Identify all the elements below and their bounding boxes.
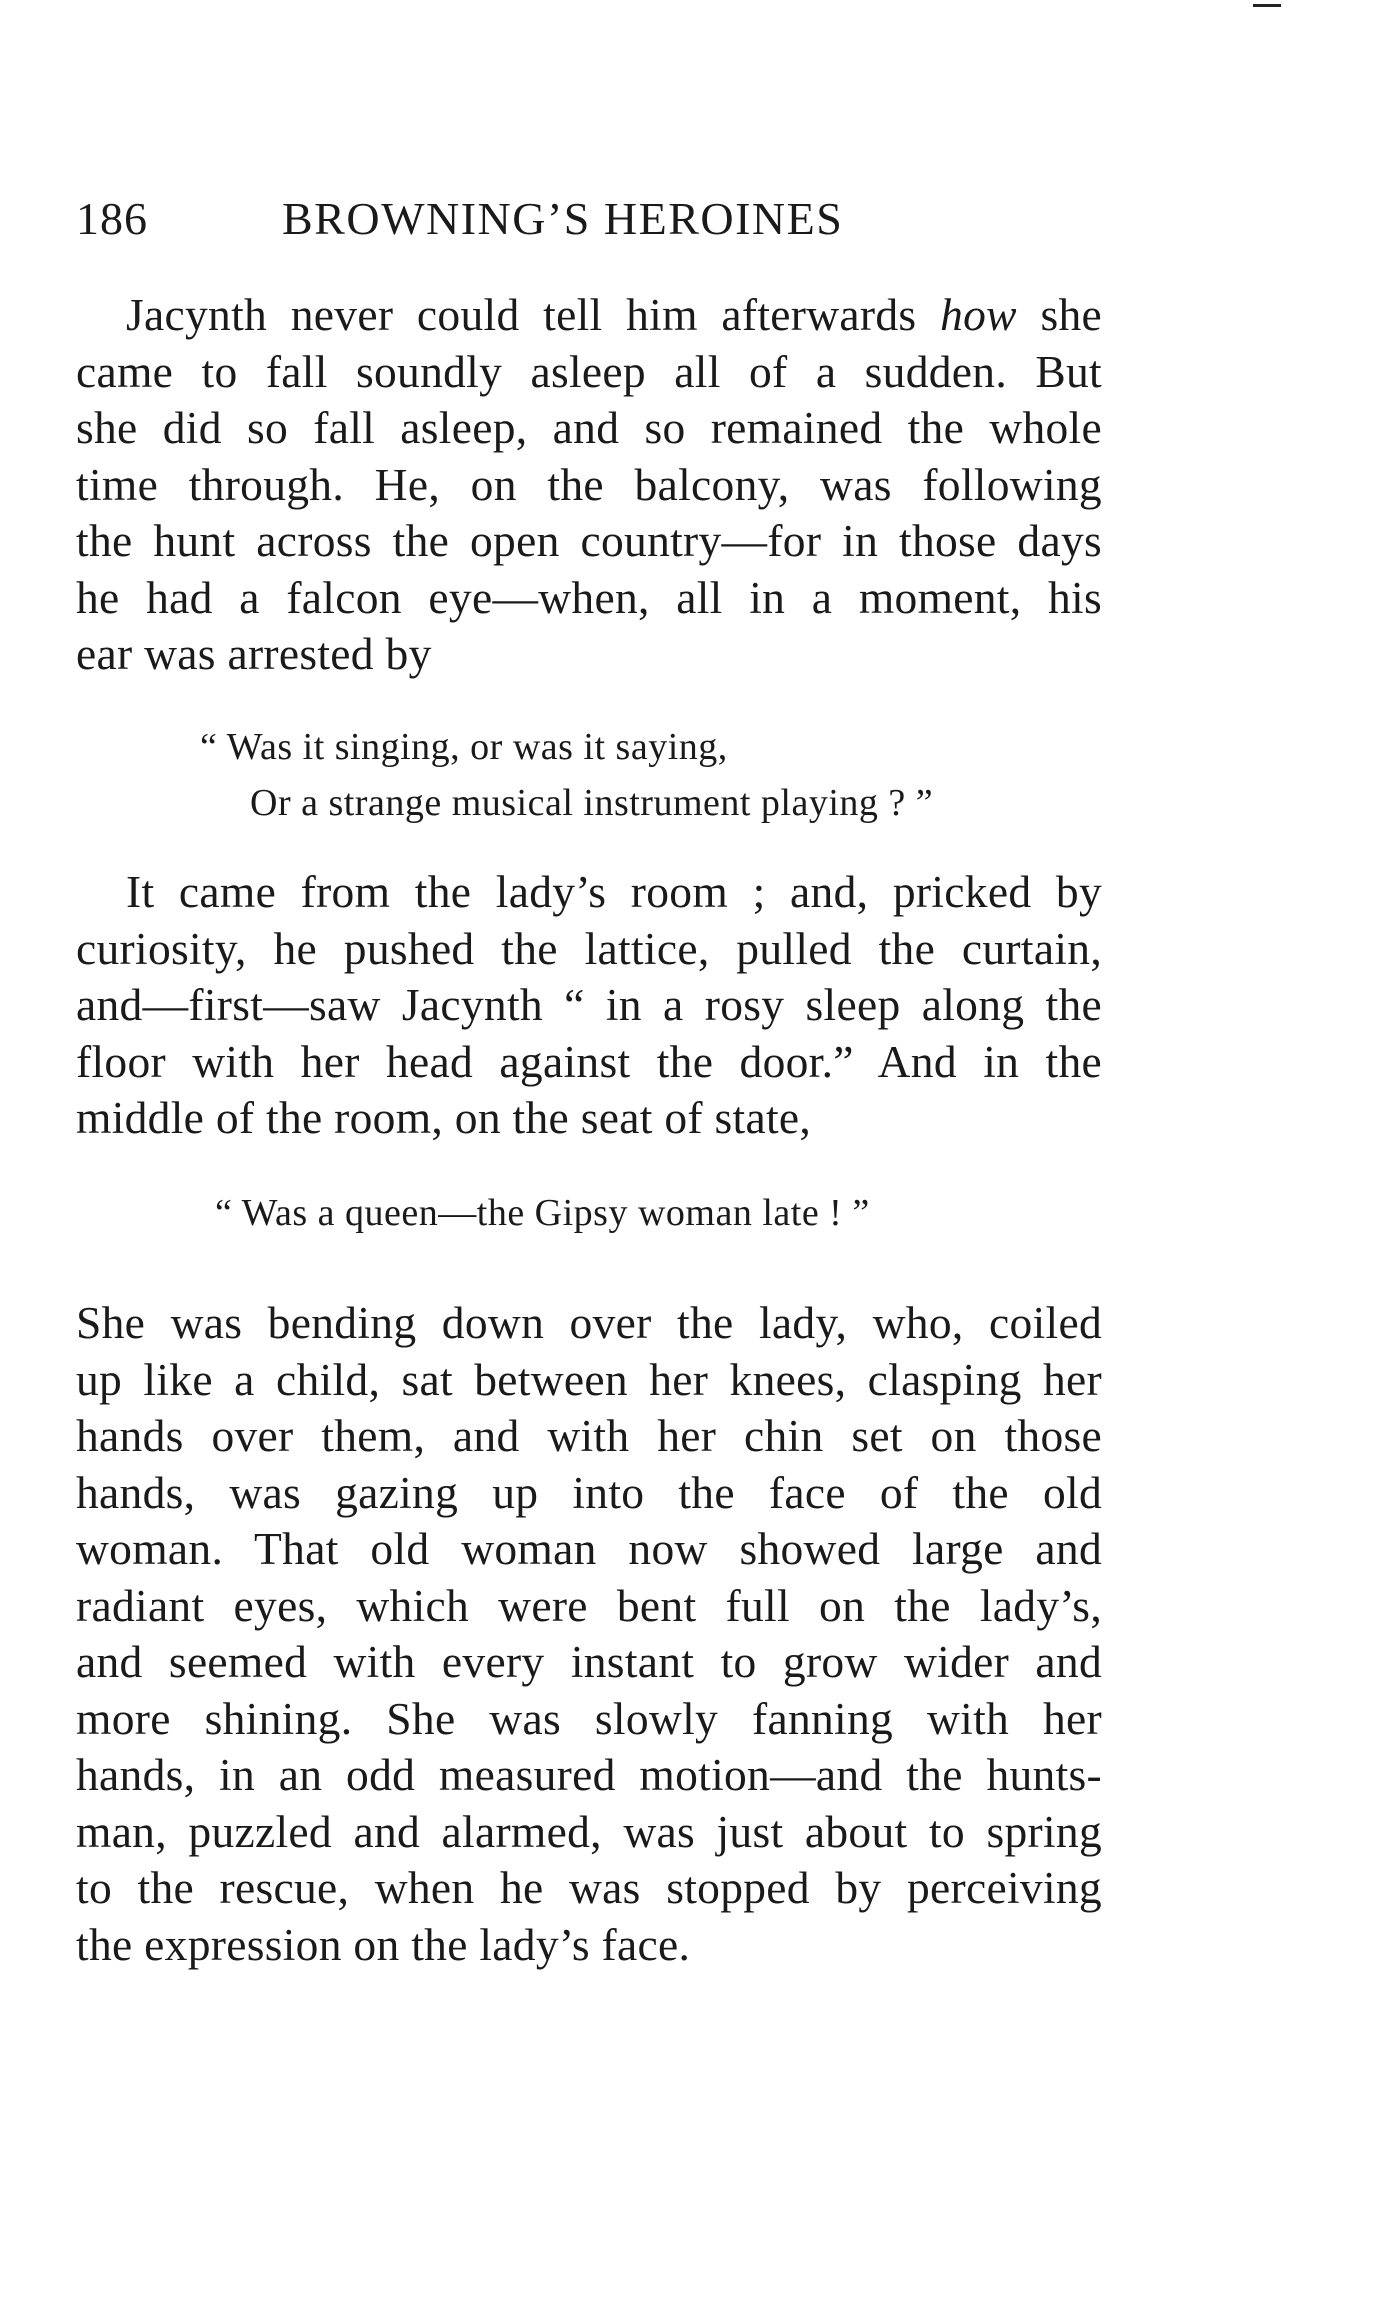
text-line: hands, in an odd measured motion—and the hunts-: [76, 1749, 1102, 1800]
text-line: curiosity, he pushed the lattice, pulled the curtain,: [76, 922, 1102, 974]
text-line: hands over them, and with her chin set on those: [76, 1410, 1102, 1461]
verse-line: “ Was it singing, or was it saying,: [200, 726, 728, 768]
page-number: 186: [76, 193, 148, 244]
text-fragment: she: [1016, 289, 1103, 340]
text-line: [76, 287, 1102, 344]
verse-quote-2: [215, 1185, 870, 1241]
text-line: to the rescue, when he was stopped by perceiving: [76, 1862, 1102, 1913]
text-line: he had a falcon eye—when, all in a moment, his: [76, 571, 1102, 623]
text-line: came to fall soundly asleep all of a sudden. But: [76, 345, 1102, 397]
running-title: BROWNING’S HEROINES: [282, 193, 844, 244]
verse-line: “ Was a queen—the Gipsy woman late ! ”: [215, 1192, 870, 1234]
text-line: the hunt across the open country—for in those days: [76, 515, 1102, 566]
text-line: time through. He, on the balcony, was following: [76, 458, 1102, 510]
text-line: middle of the room, on the seat of state,: [76, 1092, 812, 1143]
text-line: woman. That old woman now showed large and: [76, 1523, 1102, 1574]
emphasis-how: how: [940, 289, 1017, 340]
verse-quote-1: [200, 719, 933, 831]
text-line: She was bending down over the lady, who, coiled: [76, 1297, 1102, 1348]
text-line: man, puzzled and alarmed, was just about to spring: [76, 1805, 1102, 1857]
text-line: and seemed with every instant to grow wider and: [76, 1636, 1102, 1687]
paragraph-2: [76, 864, 1102, 1147]
text-line: the expression on the lady’s face.: [76, 1918, 691, 1970]
verse-line: Or a strange musical instrument playing ? ”: [250, 782, 934, 824]
text-line: radiant eyes, which were bent full on the lady’s,: [76, 1579, 1102, 1631]
text-line: and—first—saw Jacynth “ in a rosy sleep along the: [76, 979, 1102, 1030]
text-line: ear was arrested by: [76, 628, 432, 679]
page-header: [76, 192, 843, 245]
text-line: more shining. She was slowly fanning with her: [76, 1692, 1102, 1744]
paragraph-3: [76, 1295, 1102, 1973]
text-line: hands, was gazing up into the face of the old: [76, 1466, 1102, 1518]
text-line: floor with her head against the door.” And in the: [76, 1035, 1102, 1087]
text-line: It came from the lady’s room ; and, pricked by: [126, 866, 1102, 917]
page-edge-mark: [1253, 4, 1281, 7]
text-line: up like a child, sat between her knees, clasping her: [76, 1353, 1102, 1405]
text-fragment: Jacynth never could tell him afterwards: [126, 289, 941, 340]
paragraph-1: [76, 287, 1102, 683]
text-line: she did so fall asleep, and so remained the whole: [76, 402, 1102, 453]
